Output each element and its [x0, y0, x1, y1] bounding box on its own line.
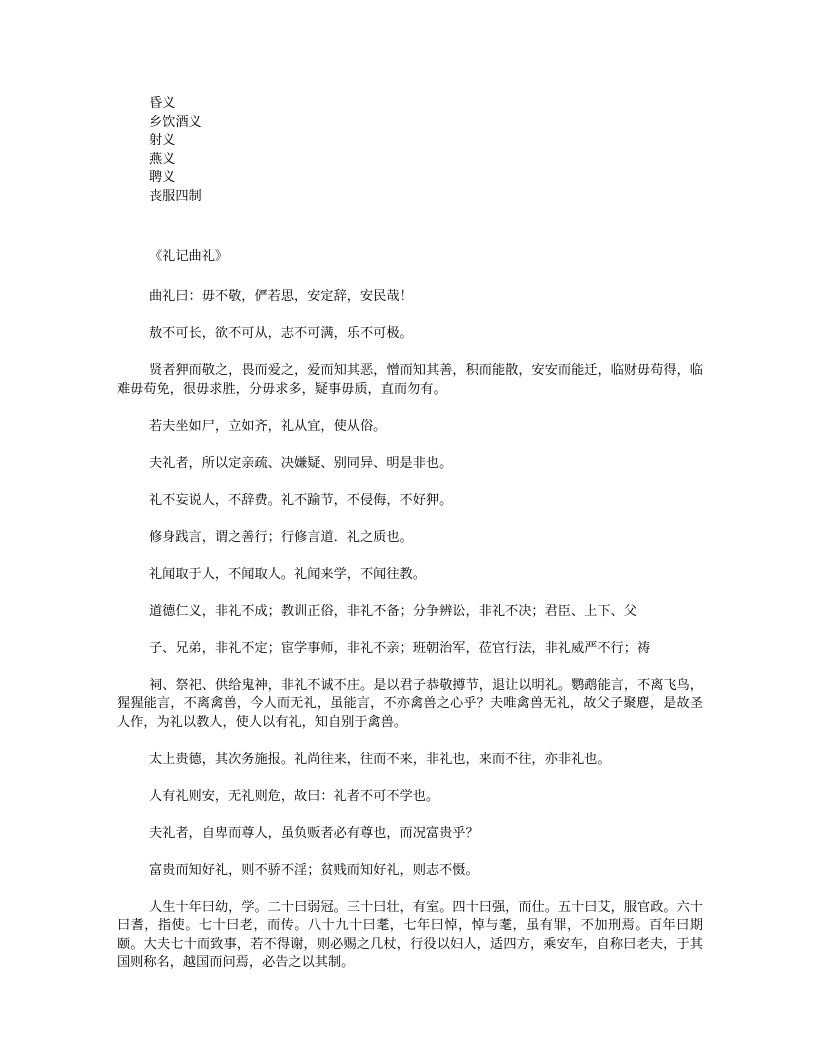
- paragraph: 夫礼者，自卑而尊人，虽负贩者必有尊也，而况富贵乎？: [149, 825, 479, 841]
- paragraph: 富贵而知好礼，则不骄不淫；贫贱而知好礼，则志不慑。: [149, 862, 479, 878]
- toc-item: 射义: [149, 133, 176, 148]
- toc-item: 聘义: [149, 170, 176, 185]
- toc-item: 昏义: [149, 96, 176, 111]
- paragraph: 夫礼者，所以定亲疏、决嫌疑、别同异、明是非也。: [149, 455, 453, 471]
- paragraph: 曲礼曰：毋不敬，俨若思，安定辞，安民哉！: [149, 289, 413, 304]
- paragraph: 修身践言，谓之善行；行修言道．礼之质也。: [149, 529, 413, 545]
- toc-item: 乡饮酒义: [149, 114, 202, 130]
- paragraph: 礼闻取于人，不闻取人。礼闻来学，不闻往教。: [149, 566, 426, 582]
- toc-item: 燕义: [149, 151, 176, 167]
- paragraph: 人生十年曰幼，学。二十曰弱冠。三十曰壮，有室。四十曰强，而仕。五十曰艾，服官政。六十曰耆，指使。七十曰老，而传。八十九十曰耄，七年曰悼，悼与耄，虽有罪，不加刑焉。百年曰期颐。大夫七十而致事，若不得谢，则必赐之几杖，行役以妇人，适四方，乘安车，自称曰老夫，于其国则称名，越国而问焉，必告之以其制。: [117, 899, 703, 970]
- paragraph: 太上贵德，其次务施报。礼尚往来，往而不来，非礼也，来而不往，亦非礼也。: [149, 751, 611, 767]
- table-of-contents: [117, 95, 703, 206]
- section-heading: 《礼记曲礼》: [149, 249, 229, 264]
- paragraph: 敖不可长，欲不可从，志不可满，乐不可极。: [149, 326, 413, 341]
- paragraph: 祠、祭祀、供给鬼神，非礼不诚不庄。是以君子恭敬撙节，退让以明礼。鹦鹉能言，不离飞鸟，猩猩能言，不离禽兽，今人而无礼，虽能言，不亦禽兽之心乎？夫唯禽兽无礼，故父子聚麀，是故圣人作，为礼以教人，使人以有礼，知自别于禽兽。: [117, 677, 703, 730]
- paragraph: 若夫坐如尸，立如齐，礼从宜，使从俗。: [149, 418, 387, 434]
- paragraph: 礼不妄说人，不辞费。礼不踰节，不侵侮，不好狎。: [149, 492, 453, 508]
- document-page: [117, 95, 703, 973]
- paragraph: 子、兄弟，非礼不定；宦学事师，非礼不亲；班朝治军，莅官行法，非礼威严不行；祷: [149, 640, 651, 656]
- paragraph: 人有礼则安，无礼则危，故曰：礼者不可不学也。: [149, 788, 440, 804]
- toc-item: 丧服四制: [149, 188, 202, 204]
- paragraph: 道德仁义，非礼不成；教训正俗，非礼不备；分争辨讼，非礼不决；君臣、上下、父: [149, 603, 637, 619]
- paragraph: 贤者狎而敬之，畏而爱之，爱而知其恶，憎而知其善，积而能散，安安而能迁，临财毋苟得，临难毋苟免，很毋求胜，分毋求多，疑事毋质，直而勿有。: [117, 363, 703, 397]
